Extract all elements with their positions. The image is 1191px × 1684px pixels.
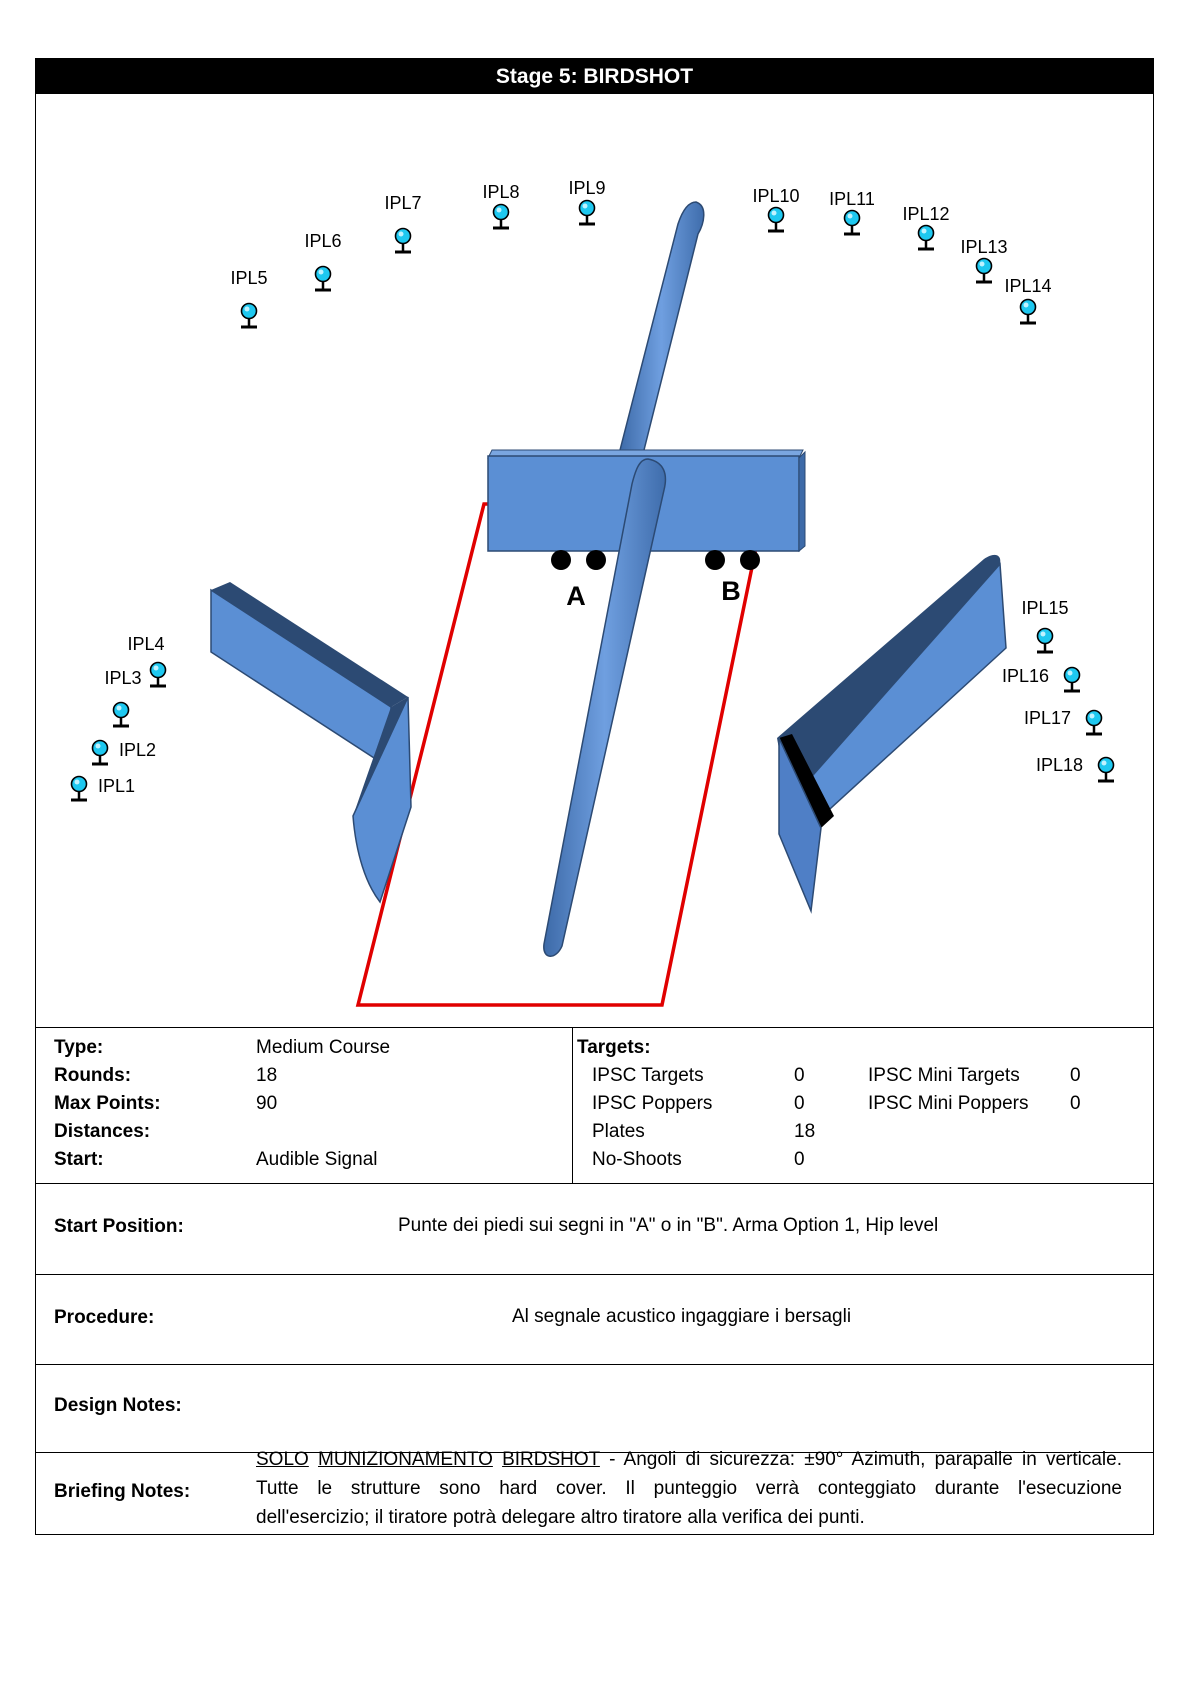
plate-target-label: IPL14 [1004, 276, 1052, 296]
divider [36, 1183, 1153, 1184]
type-label: Type: [54, 1037, 104, 1058]
divider [36, 1027, 1153, 1028]
briefing-word-munizionamento: MUNIZIONAMENTO [318, 1449, 493, 1470]
plate-target-icon [1037, 629, 1053, 653]
plate-target-icon [493, 205, 509, 229]
plates-label: Plates [592, 1121, 645, 1142]
divider [36, 1274, 1153, 1275]
plate-target-icon [1086, 711, 1102, 735]
divider [572, 1027, 573, 1183]
plate-target-label: IPL13 [960, 237, 1008, 257]
rounds-label: Rounds: [54, 1065, 132, 1086]
briefing-line-3: dell'esercizio; il tiratore potrà delegare altro tiratore alla verifica dei punti. [256, 1507, 865, 1528]
procedure-label: Procedure: [54, 1307, 155, 1328]
ipsc-targets-label: IPSC Targets [592, 1065, 704, 1086]
plate-target-label: IPL4 [127, 634, 165, 654]
plate-target-icon [579, 201, 595, 225]
briefing-word-solo: SOLO [256, 1449, 309, 1470]
plate-target-label: IPL12 [902, 204, 950, 224]
targets-title: Targets: [577, 1037, 651, 1058]
plate-target-icon [241, 304, 257, 328]
plate-target-icon [918, 226, 934, 250]
right-wall [777, 555, 1006, 911]
plate-target-icon [315, 267, 331, 291]
plate-target-label: IPL17 [1023, 708, 1071, 728]
plate-target-label: IPL6 [304, 231, 342, 251]
max-points-label: Max Points: [54, 1093, 161, 1114]
procedure-text: Al segnale acustico ingaggiare i bersagli [512, 1306, 852, 1327]
plate-target-icon [1020, 300, 1036, 324]
stage-diagram [36, 94, 1152, 1027]
plate-target-label: IPL16 [1001, 666, 1049, 686]
design-notes-label: Design Notes: [54, 1395, 182, 1416]
start-position-label: Start Position: [54, 1216, 184, 1237]
plate-target-icon [1064, 668, 1080, 692]
start-position-b [705, 550, 760, 606]
briefing-notes-text [256, 1445, 1122, 1532]
stage-title: Stage 5: BIRDSHOT [36, 59, 1153, 94]
plate-target-icon [1098, 758, 1114, 782]
ipsc-targets-value: 0 [794, 1065, 805, 1086]
plates-value: 18 [794, 1121, 816, 1142]
plate-target-label: IPL2 [119, 740, 157, 760]
mini-targets-value: 0 [1070, 1065, 1081, 1086]
ipsc-poppers-label: IPSC Poppers [592, 1093, 713, 1114]
plate-target-icon [71, 777, 87, 801]
rounds-value: 18 [256, 1065, 278, 1086]
plate-target-label: IPL15 [1021, 598, 1069, 618]
plate-target-label: IPL9 [568, 178, 606, 198]
diagonal-wall-upper [619, 202, 704, 454]
start-label: Start: [54, 1149, 104, 1170]
plate-target-icon [395, 229, 411, 253]
plate-target-label: IPL18 [1035, 755, 1083, 775]
plate-target-icon [113, 703, 129, 727]
max-points-value: 90 [256, 1093, 278, 1114]
no-shoots-value: 0 [794, 1149, 805, 1170]
position-a-label: A [566, 581, 586, 611]
briefing-word-birdshot: BIRDSHOT [502, 1449, 600, 1470]
briefing-line-1 [256, 1445, 1122, 1474]
plate-target-icon [92, 741, 108, 765]
left-wall [211, 582, 411, 902]
plate-target-label: IPL5 [230, 268, 268, 288]
plate-target-icon [976, 259, 992, 283]
plate-target-label: IPL11 [829, 189, 875, 209]
plate-target-label: IPL10 [752, 186, 800, 206]
mini-poppers-label: IPSC Mini Poppers [868, 1093, 1029, 1114]
plate-target-label: IPL3 [104, 668, 142, 688]
start-position-text: Punte dei piedi sui segni in "A" o in "B". Arma Option 1, Hip level [398, 1215, 939, 1236]
briefing-notes-label: Briefing Notes: [54, 1481, 191, 1502]
start-position-a [551, 550, 606, 611]
plate-target-label: IPL8 [482, 182, 520, 202]
plate-target-label: IPL7 [384, 193, 422, 213]
plate-target-label: IPL1 [98, 776, 136, 796]
plate-target-icon [768, 208, 784, 232]
type-value: Medium Course [256, 1037, 391, 1058]
ipsc-poppers-value: 0 [794, 1093, 805, 1114]
briefing-line-1-rest: - Angoli di sicurezza: ±90° Azimuth, parapalle in verticale. [599, 1449, 1122, 1470]
start-value: Audible Signal [256, 1149, 378, 1170]
distances-label: Distances: [54, 1121, 151, 1142]
no-shoots-label: No-Shoots [592, 1149, 682, 1170]
position-b-label: B [721, 576, 741, 606]
plate-target-icon [844, 211, 860, 235]
briefing-line-2: Tutte le strutture sono hard cover. Il punteggio verrà conteggiato durante l'esecuzione [256, 1478, 1122, 1499]
plate-target-icon [150, 663, 166, 687]
mini-targets-label: IPSC Mini Targets [868, 1065, 1020, 1086]
divider [36, 1364, 1153, 1365]
mini-poppers-value: 0 [1070, 1093, 1081, 1114]
